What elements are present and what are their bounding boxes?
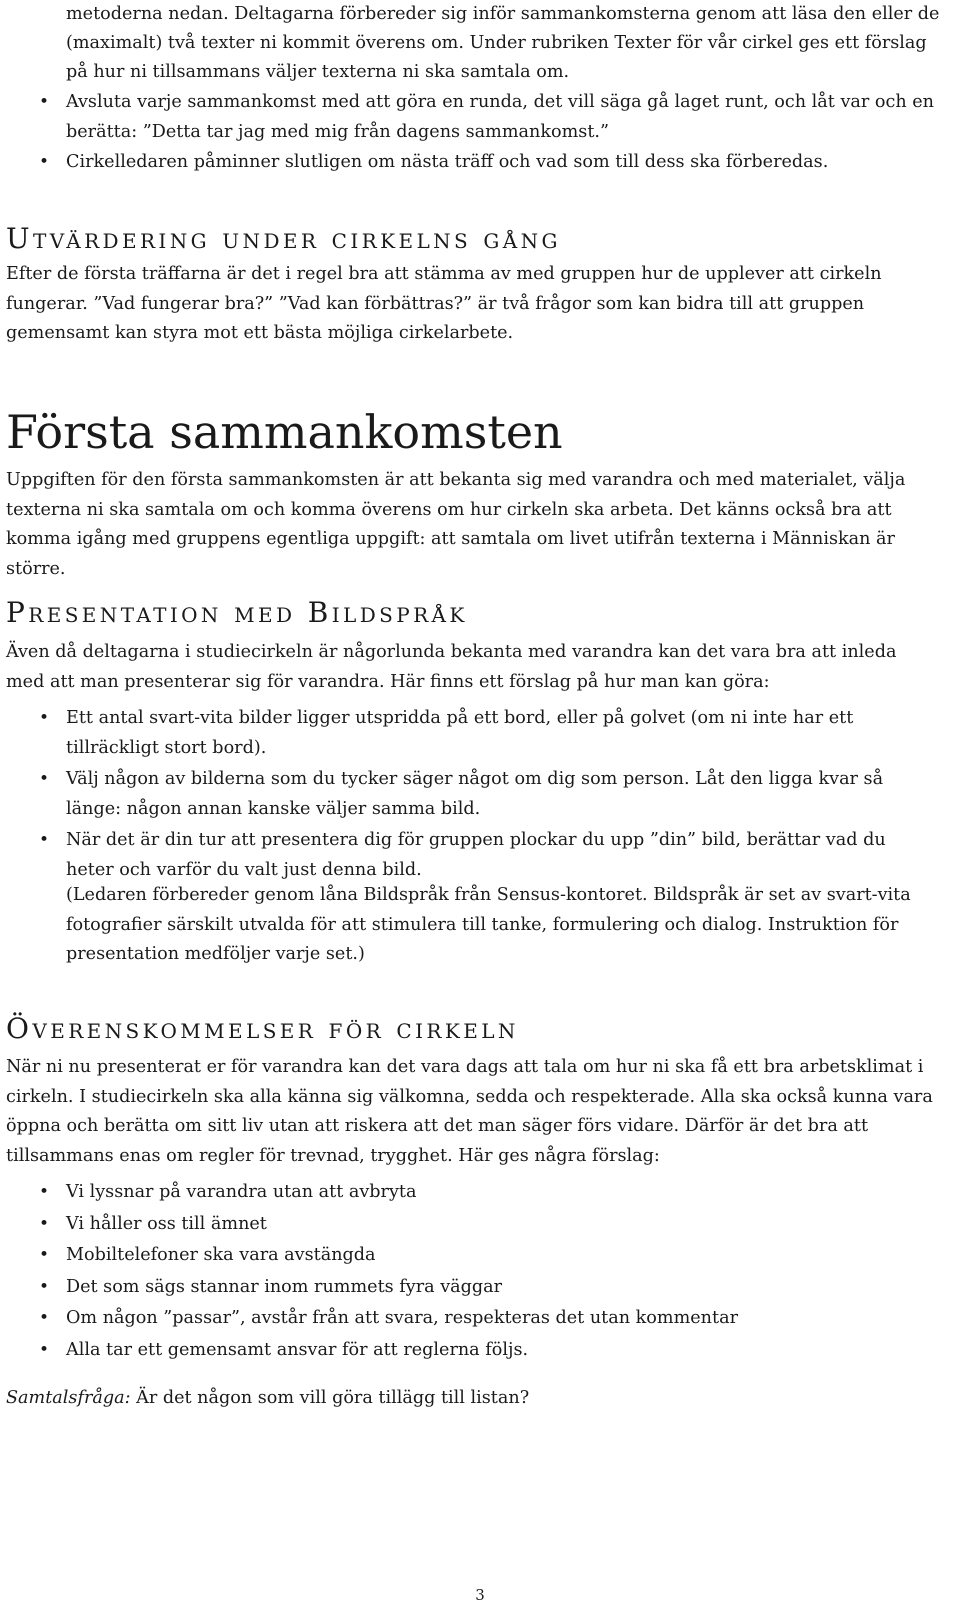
presentation-body: Även då deltagarna i studiecirkeln är någorlunda bekanta med varandra kan det vara bra att inleda med att man presenterar sig för varandra. Här finns ett förslag på hur man kan göra:: [6, 642, 897, 692]
presentation-note: (Ledaren förbereder genom låna Bildspråk från Sensus-kontoret. Bildspråk är set av svart-vita fotografier särskilt utvalda för att stimulera till tanke, formulering och dialog. Instruktion för presentation medföljer varje set.): [66, 885, 911, 964]
intro-bullets: [6, 88, 936, 178]
heading-presentation: Presentation med Bildspråk: [6, 596, 468, 629]
intro-line: på hur ni tillsammans väljer texterna ni ska samtala om.: [66, 62, 570, 82]
heading-forsta-sammankomsten: Första sammankomsten: [6, 405, 563, 459]
list-item: • Om någon ”passar”, avstår från att svara, respekteras det utan kommentar: [6, 1304, 936, 1334]
intro-line: metoderna nedan. Deltagarna förbereder sig inför sammankomsterna genom att läsa den eller de: [66, 4, 940, 24]
utvardering-body: Efter de första träffarna är det i regel bra att stämma av med gruppen hur de upplever att cirkeln fungerar. ”Vad fungerar bra?” ”Vad kan förbättras?” är två frågor som kan bidra till att gruppen gemensamt kan styra mot ett bästa möjliga cirkelarbete.: [6, 264, 882, 343]
list-item: • Välj någon av bilderna som du tycker säger något om dig som person. Låt den ligga kvar så länge: någon annan kanske väljer samma bild.: [6, 765, 936, 824]
list-item: • Vi lyssnar på varandra utan att avbryta: [6, 1178, 936, 1208]
intro-paragraph: [66, 0, 946, 87]
presentation-bullets: [6, 704, 936, 885]
list-item: • Mobiltelefoner ska vara avstängda: [6, 1241, 936, 1271]
samtalsfraga-label: Samtalsfråga:: [6, 1388, 131, 1408]
list-item: • Vi håller oss till ämnet: [6, 1210, 936, 1240]
overens-bullets: [6, 1178, 936, 1365]
samtalsfraga: [6, 1384, 936, 1414]
intro-line: (maximalt) två texter ni kommit överens om. Under rubriken Texter för vår cirkel ges ett förslag: [66, 33, 927, 53]
overens-body: När ni nu presenterat er för varandra kan det vara dags att tala om hur ni ska få ett bra arbetsklimat i cirkeln. I studiecirkeln ska alla känna sig välkomna, sedda och respekterade. Alla ska också kunna vara öppna och berätta om sitt liv utan att riskera att det man säger förs vidare. Därför är det bra att tillsammans enas om regler för trevnad, trygghet. Här ges några förslag:: [6, 1057, 933, 1166]
list-item: • Cirkelledaren påminner slutligen om nästa träff och vad som till dess ska förberedas.: [6, 148, 936, 178]
list-item: • Ett antal svart-vita bilder ligger utspridda på ett bord, eller på golvet (om ni inte har ett tillräckligt stort bord).: [6, 704, 936, 763]
page-number: 3: [475, 1586, 485, 1604]
heading-utvardering: Utvärdering under cirkelns gång: [6, 222, 561, 255]
list-item: • Alla tar ett gemensamt ansvar för att reglerna följs.: [6, 1336, 936, 1366]
heading-overenskommelser: Överenskommelser för cirkeln: [6, 1012, 519, 1045]
samtalsfraga-text: Är det någon som vill göra tillägg till listan?: [130, 1388, 530, 1408]
list-item: • Avsluta varje sammankomst med att göra en runda, det vill säga gå laget runt, och låt var och en berätta: ”Detta tar jag med mig från dagens sammankomst.”: [6, 88, 936, 147]
list-item: • Det som sägs stannar inom rummets fyra väggar: [6, 1273, 936, 1303]
forsta-body: Uppgiften för den första sammankomsten är att bekanta sig med varandra och med materialet, välja texterna ni ska samtala om och komma överens om hur cirkeln ska arbeta. Det känns också bra att komma igång med gruppens egentliga uppgift: att samtala om livet utifrån texterna i Människan är större.: [6, 470, 906, 579]
list-item: • När det är din tur att presentera dig för gruppen plockar du upp ”din” bild, berättar vad du heter och varför du valt just denna bild.: [6, 826, 936, 885]
